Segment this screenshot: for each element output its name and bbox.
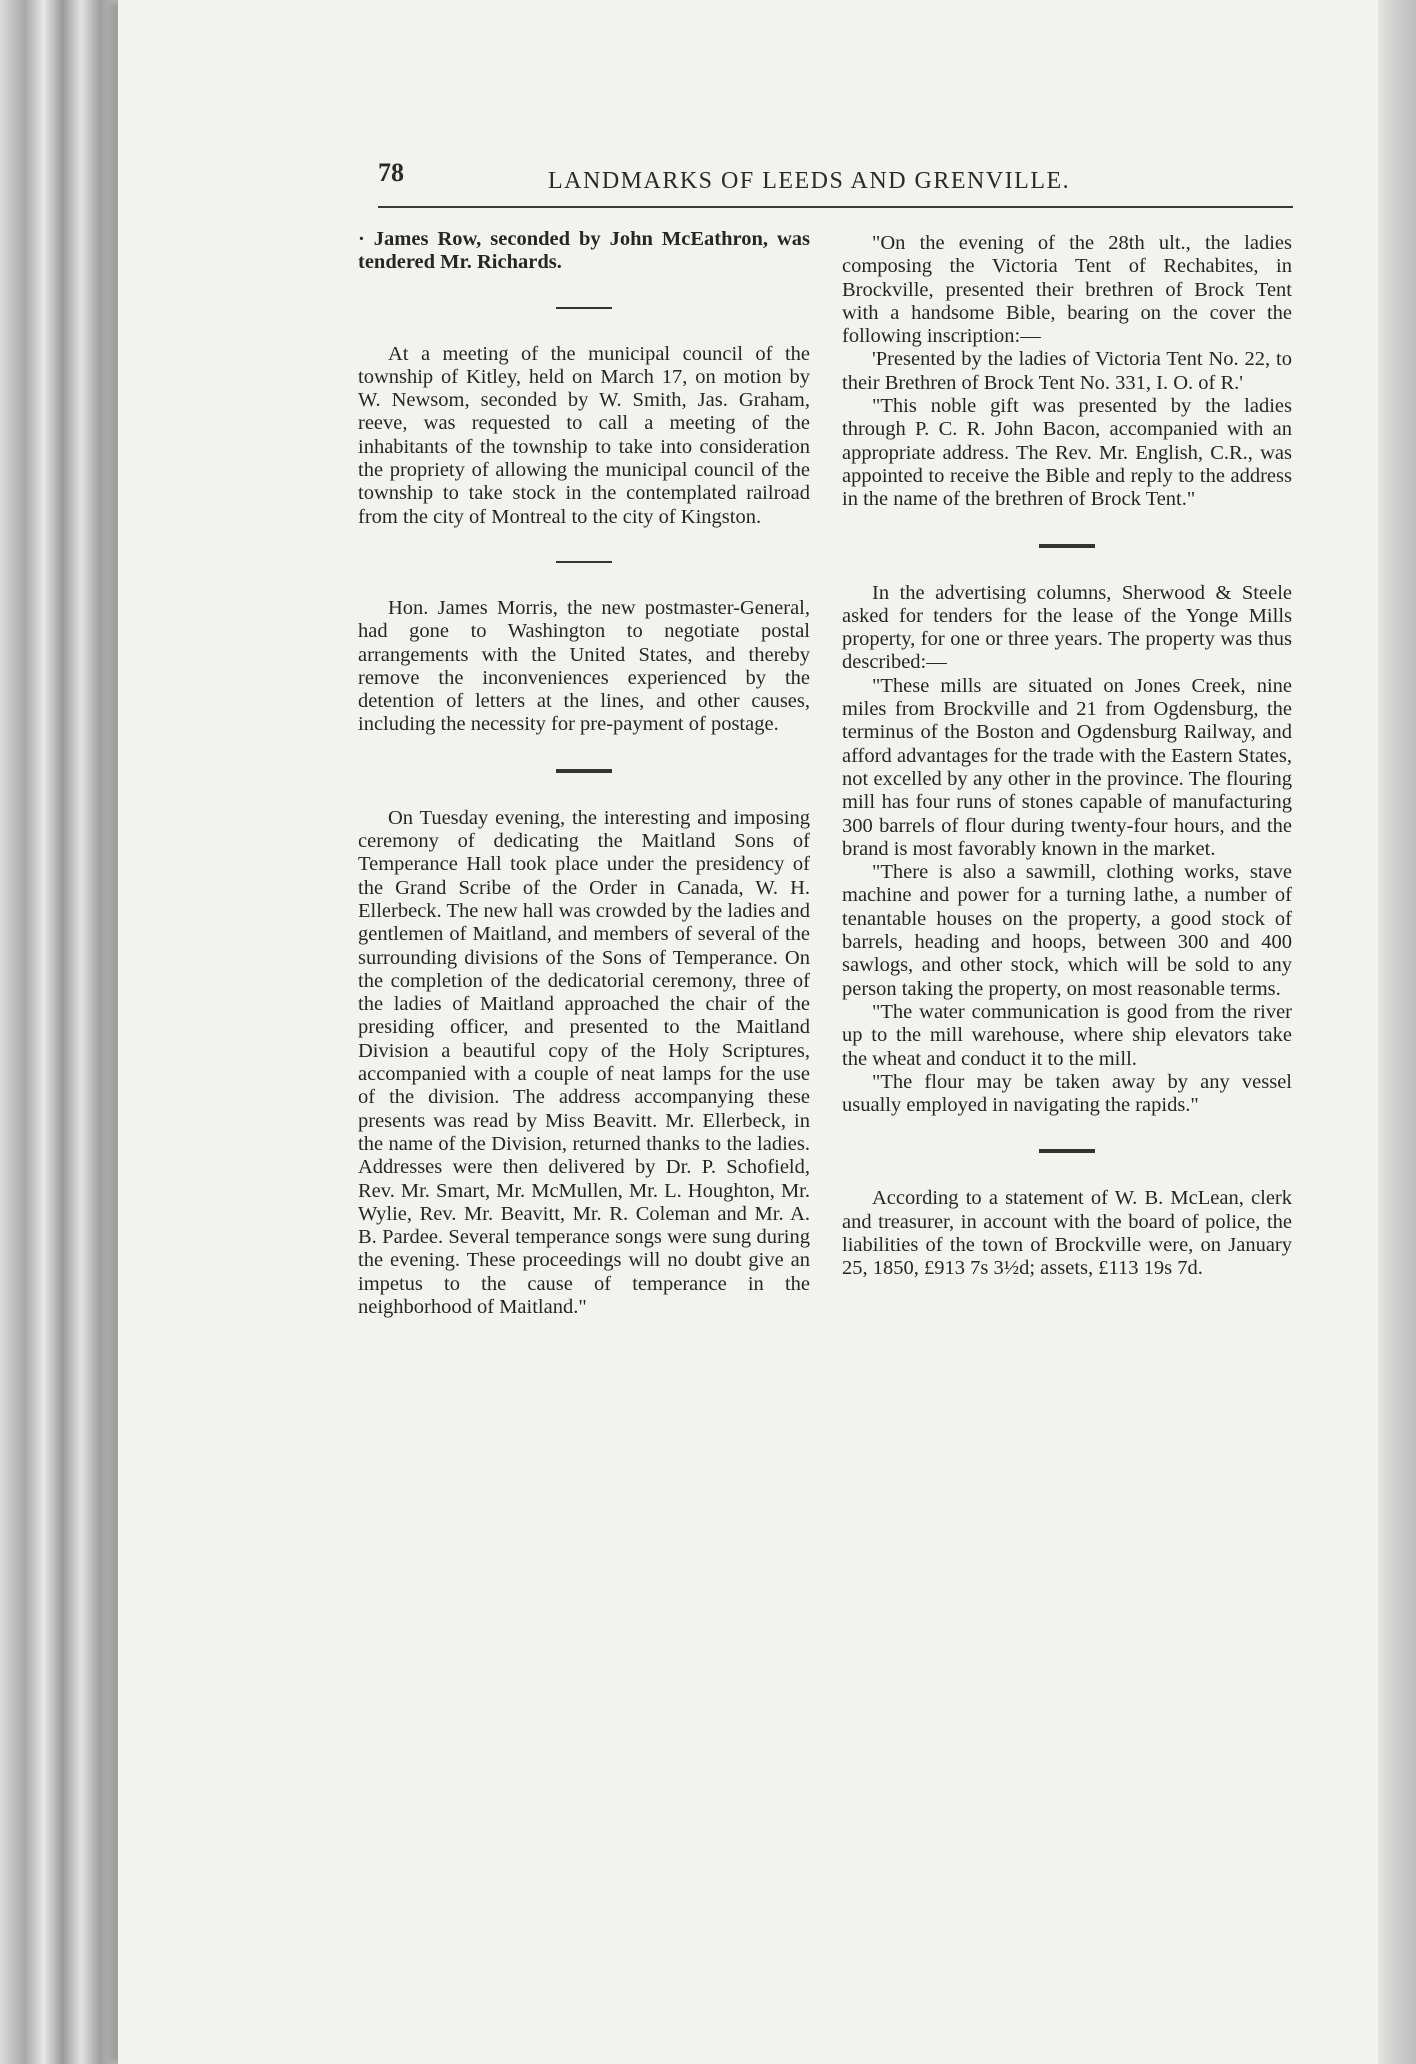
paragraph: 'Presented by the ladies of Victoria Tent No. 22, to their Brethren of Brock Tent No. 331, I. O. of R.' bbox=[842, 348, 1292, 394]
paragraph: · James Row, seconded by John McEathron, was tendered Mr. Richards. bbox=[358, 228, 810, 274]
page-gutter-shadow bbox=[1378, 0, 1416, 2064]
paragraph: "On the evening of the 28th ult., the ladies composing the Victoria Tent of Rechabites, in Brockville, presented their brethren of Brock Tent with a handsome Bible, bearing on the cover the following inscription:— bbox=[842, 232, 1292, 348]
paragraph: "This noble gift was presented by the ladies through P. C. R. John Bacon, accompanied with an appropriate address. The Rev. Mr. English, C.R., was appointed to receive the Bible and reply to the address in the name of the brethren of Brock Tent." bbox=[842, 395, 1292, 511]
paragraph: Hon. James Morris, the new postmaster-General, had gone to Washington to negotiate postal arrangements with the United States, and thereby remove the inconveniences experienced by the detention of letters at the lines, and other causes, including the necessity for pre-payment of postage. bbox=[358, 596, 810, 736]
paragraph: In the advertising columns, Sherwood & Steele asked for tenders for the lease of the Yonge Mills property, for one or three years. The property was thus described:— bbox=[842, 581, 1292, 674]
paragraph: At a meeting of the municipal council of the township of Kitley, held on March 17, on motion by W. Newsom, seconded by W. Smith, Jas. Graham, reeve, was requested to call a meeting of the inhabitants of the township to take into consideration the propriety of allowing the municipal council of the township to take stock in the contemplated railroad from the city of Montreal to the city of Kingston. bbox=[358, 342, 810, 528]
right-column bbox=[842, 232, 1292, 1281]
book-page-edges bbox=[0, 0, 125, 2064]
section-divider bbox=[1039, 1149, 1095, 1153]
paragraph: "These mills are situated on Jones Creek, nine miles from Brockville and 21 from Ogdensburg, the terminus of the Boston and Ogdensburg Railway, and afford advantages for the trade with the Eastern States, not excelled by any other in the province. The flouring mill has four runs of stones capable of manufacturing 300 barrels of flour during twenty-four hours, and the brand is most favorably known in the market. bbox=[842, 674, 1292, 860]
header-rule bbox=[378, 206, 1293, 208]
paragraph: "The flour may be taken away by any vessel usually employed in navigating the rapids." bbox=[842, 1070, 1292, 1117]
section-divider bbox=[1039, 544, 1095, 548]
left-column bbox=[358, 228, 810, 1319]
paragraph: According to a statement of W. B. McLean, clerk and treasurer, in account with the board of police, the liabilities of the town of Brockville were, on January 25, 1850, £913 7s 3½d; assets, £113 19s 7d. bbox=[842, 1187, 1292, 1280]
paragraph: "The water communication is good from the river up to the mill warehouse, where ship elevators take the wheat and conduct it to the mill. bbox=[842, 1000, 1292, 1070]
section-divider bbox=[556, 769, 612, 773]
page-number: 78 bbox=[378, 158, 404, 187]
section-divider bbox=[556, 307, 612, 309]
running-head: LANDMARKS OF LEEDS AND GRENVILLE. bbox=[548, 168, 1071, 194]
paragraph: On Tuesday evening, the interesting and imposing ceremony of dedicating the Maitland Sons of Temperance Hall took place under the presidency of the Grand Scribe of the Order in Canada, W. H. Ellerbeck. The new hall was crowded by the ladies and gentlemen of Maitland, and members of several of the surrounding divisions of the Sons of Temperance. On the completion of the dedicatorial ceremony, three of the ladies of Maitland approached the chair of the presiding officer, and presented to the Maitland Division a beautiful copy of the Holy Scriptures, accompanied with a couple of neat lamps for the use of the division. The address accompanying these presents was read by Miss Beavitt. Mr. Ellerbeck, in the name of the Division, returned thanks to the ladies. Addresses were then delivered by Dr. P. Schofield, Rev. Mr. Smart, Mr. McMullen, Mr. L. Houghton, Mr. Wylie, Rev. Mr. Beavitt, Mr. R. Coleman and Mr. A. B. Pardee. Several temperance songs were sung during the evening. These proceedings will no doubt give an impetus to the cause of temperance in the neighborhood of Maitland." bbox=[358, 806, 810, 1318]
paragraph: "There is also a sawmill, clothing works, stave machine and power for a turning lathe, a number of tenantable houses on the property, a good stock of barrels, heading and hoops, between 300 and 400 sawlogs, and other stock, which will be sold to any person taking the property, on most reasonable terms. bbox=[842, 861, 1292, 1000]
section-divider bbox=[556, 561, 612, 563]
